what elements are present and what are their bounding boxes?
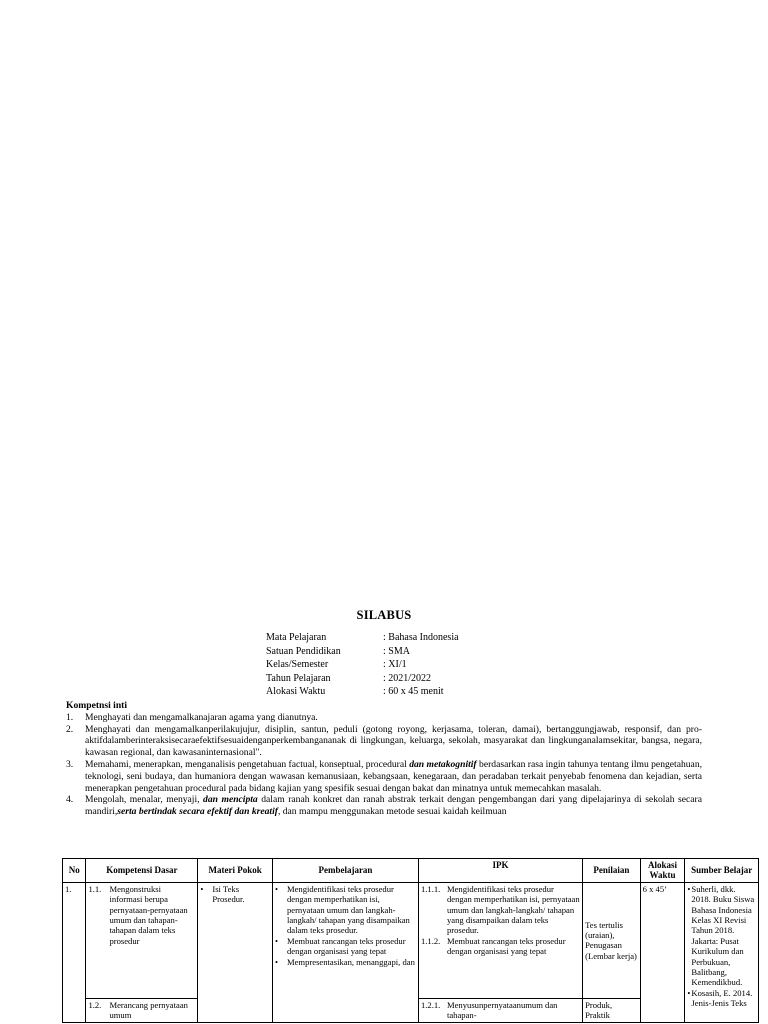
info-label: Alokasi Waktu: [266, 686, 326, 697]
cell-sumber: [685, 882, 759, 1022]
ki-text: [85, 794, 702, 818]
info-value: : SMA: [383, 645, 410, 657]
header-ipk: IPK: [418, 859, 582, 883]
cell-kd: [86, 998, 198, 1022]
ki-number: 2.: [66, 723, 74, 735]
cell-pembelajaran: [272, 882, 418, 1022]
header-kompetensi-dasar: Kompetensi Dasar: [86, 859, 198, 883]
kd-number: 1.2.: [88, 999, 102, 1010]
ki-number: 1.: [66, 711, 74, 723]
info-label: Satuan Pendidikan: [266, 645, 341, 657]
cell-penilaian: [583, 998, 641, 1022]
cell-ipk: [418, 998, 582, 1022]
sumber-text: Kosasih, E. 2014. Jenis-Jenis Teks: [691, 987, 753, 1009]
kompetensi-inti-section: [66, 700, 702, 818]
table-header-row: [63, 859, 759, 883]
info-row: [266, 658, 459, 672]
header-materi-pokok: Materi Pokok: [198, 859, 273, 883]
ipk-number: 1.1.1.: [420, 883, 441, 894]
bullet-icon: •: [200, 883, 204, 894]
cell-materi: [198, 882, 273, 1022]
ki-emphasis: dan metakognitif: [409, 758, 477, 770]
bullet-icon: •: [687, 883, 691, 894]
penilaian-text: Produk, Praktik: [585, 999, 613, 1021]
bullet-icon: •: [274, 956, 278, 967]
info-value: : 2021/2022: [383, 672, 432, 684]
bullet-icon: •: [687, 987, 691, 998]
page-title: SILABUS: [356, 608, 412, 622]
kd-text: Merancang pernyataan umum: [109, 999, 188, 1021]
info-label: Kelas/Semester: [266, 659, 329, 670]
ki-text: Menghayati dan mengamalkanperilakujujur, disiplin, santun, peduli (gotong royong, kerjasama, toleran, damai), bertanggungjawab, responsif, dan pro-aktifdalamberinteraksisecaraefektifsesuaidenganperkembangananak di lingkungan, keluarga, sekolah, masyarakat dan lingkunganalamsekitar, bangsa, negara, kawasan regional, dan kawasaninternasional".: [85, 723, 702, 759]
pembelajaran-text: Mengidentifikasi teks prosedur dengan memperhatikan isi, pernyataan umum dan langkah-langkah/ tahapan yang disampaikan dalam teks prosedur.: [286, 883, 410, 936]
info-row: [266, 685, 459, 699]
info-value: : Bahasa Indonesia: [383, 632, 459, 643]
pembelajaran-text: Mempresentasikan, menanggapi, dan: [286, 956, 415, 967]
info-label: Tahun Pelajaran: [266, 672, 331, 684]
ki-item: [66, 794, 702, 818]
ki-text-part: Mengolah, menalar, menyaji,: [85, 794, 204, 806]
ipk-number: 1.2.1.: [420, 999, 441, 1010]
ipk-text: Mengidentifikasi teks prosedur dengan memperhatikan isi, pernyataan umum dan langkah-langkah/ tahapan yang disampaikan dalam teks prosedur.: [446, 883, 580, 936]
cell-kd: [86, 882, 198, 998]
sumber-text: Suherli, dkk. 2018. Buku Siswa Bahasa Indonesia Kelas XI Revisi Tahun 2018. Jakarta: Pusat Kurikulum dan Perbukuan, Balitbang, Kemendikbud.: [691, 883, 755, 988]
kd-item: [88, 1000, 195, 1021]
cell-penilaian: [583, 882, 641, 998]
ipk-text: Menyusunpernyataanumum dan tahapan-: [446, 999, 558, 1021]
cell-no: [63, 882, 86, 1022]
header-penilaian: Penilaian: [583, 859, 641, 883]
section-heading: Kompetnsi inti: [66, 700, 128, 711]
penilaian-text: Tes tertulis (uraian), Penugasan (Lembar kerja): [585, 919, 637, 961]
pembelajaran-text: Membuat rancangan teks prosedur dengan organisasi yang tepat: [286, 935, 406, 957]
bullet-icon: •: [274, 883, 278, 894]
bullet-icon: •: [274, 935, 278, 946]
kd-number: 1.1.: [88, 883, 102, 894]
ki-emphasis: dan mencipta: [203, 794, 258, 806]
table-row: [63, 882, 759, 998]
syllabus-table: [62, 858, 759, 1023]
pembelajaran-item: [275, 884, 416, 936]
kd-text: Mengonstruksi informasi berupa pernyataan-pernyataan umum dan tahapan-tahapan dalam teks prosedur: [109, 883, 188, 946]
header-no: No: [63, 859, 86, 883]
ki-text-part: berdasarkan rasa ingin tahunya tentang ilmu pengetahuan, teknologi, seni budaya, dan humaniora dengan wawasan kemanusiaan, kebangsaan, kenegaraan, dan peradaban terkait penyebab fenomena dan kejadian, serta menerapkan pengetahuan procedural pada bidang kajian yang spesifik sesuai dengan bakat dan minatnya untuk memecahkan masalah.: [85, 758, 703, 794]
alokasi-text: 6 x 45’: [642, 883, 668, 894]
materi-item: [200, 884, 270, 905]
ki-emphasis: serta bertindak secara efektif dan kreatif: [117, 806, 278, 818]
materi-text: Isi Teks Prosedur.: [212, 883, 245, 905]
info-value: : XI/1: [383, 659, 407, 670]
ki-text-part: , dan mampu menggunakan metode sesuai kaidah keilmuan: [277, 806, 507, 818]
info-label: Mata Pelajaran: [266, 632, 327, 643]
kd-item: [88, 884, 195, 946]
sumber-item: [687, 884, 756, 988]
pembelajaran-item: [275, 957, 416, 967]
cell-alokasi: [640, 882, 685, 1022]
ki-item: [66, 724, 702, 759]
ki-text-part: dalam ranah konkret dan ranah abstrak terkait dengan pengembangan dari yang dipelajarinya di sekolah secara mandiri,: [85, 794, 702, 818]
header-pembelajaran: Pembelajaran: [272, 859, 418, 883]
row-number: 1.: [65, 883, 72, 894]
ki-item: [66, 759, 702, 794]
ipk-item: [421, 884, 580, 936]
header-sumber-belajar: Sumber Belajar: [685, 859, 759, 883]
info-row: [266, 645, 459, 659]
ki-item: [66, 712, 702, 724]
header-alokasi-waktu: Alokasi Waktu: [640, 859, 685, 883]
pembelajaran-item: [275, 936, 416, 957]
ki-text-part: Memahami, menerapkan, menganalisis pengetahuan factual, konseptual, procedural: [85, 758, 410, 770]
ki-text: [85, 759, 702, 794]
ipk-number: 1.1.2.: [420, 935, 441, 946]
info-row: [266, 672, 459, 686]
info-value: : 60 x 45 menit: [383, 686, 444, 697]
ki-text: Menghayati dan mengamalkanajaran agama yang dianutnya.: [85, 711, 318, 723]
ipk-item: [421, 936, 580, 957]
ki-number: 3.: [66, 758, 74, 770]
cell-ipk: [418, 882, 582, 998]
identity-block: [266, 631, 459, 699]
info-row: [266, 631, 459, 645]
ipk-text: Membuat rancangan teks prosedur dengan organisasi yang tepat: [446, 935, 566, 957]
ki-number: 4.: [66, 794, 74, 806]
sumber-item: [687, 988, 756, 1009]
ipk-item: [421, 1000, 580, 1021]
